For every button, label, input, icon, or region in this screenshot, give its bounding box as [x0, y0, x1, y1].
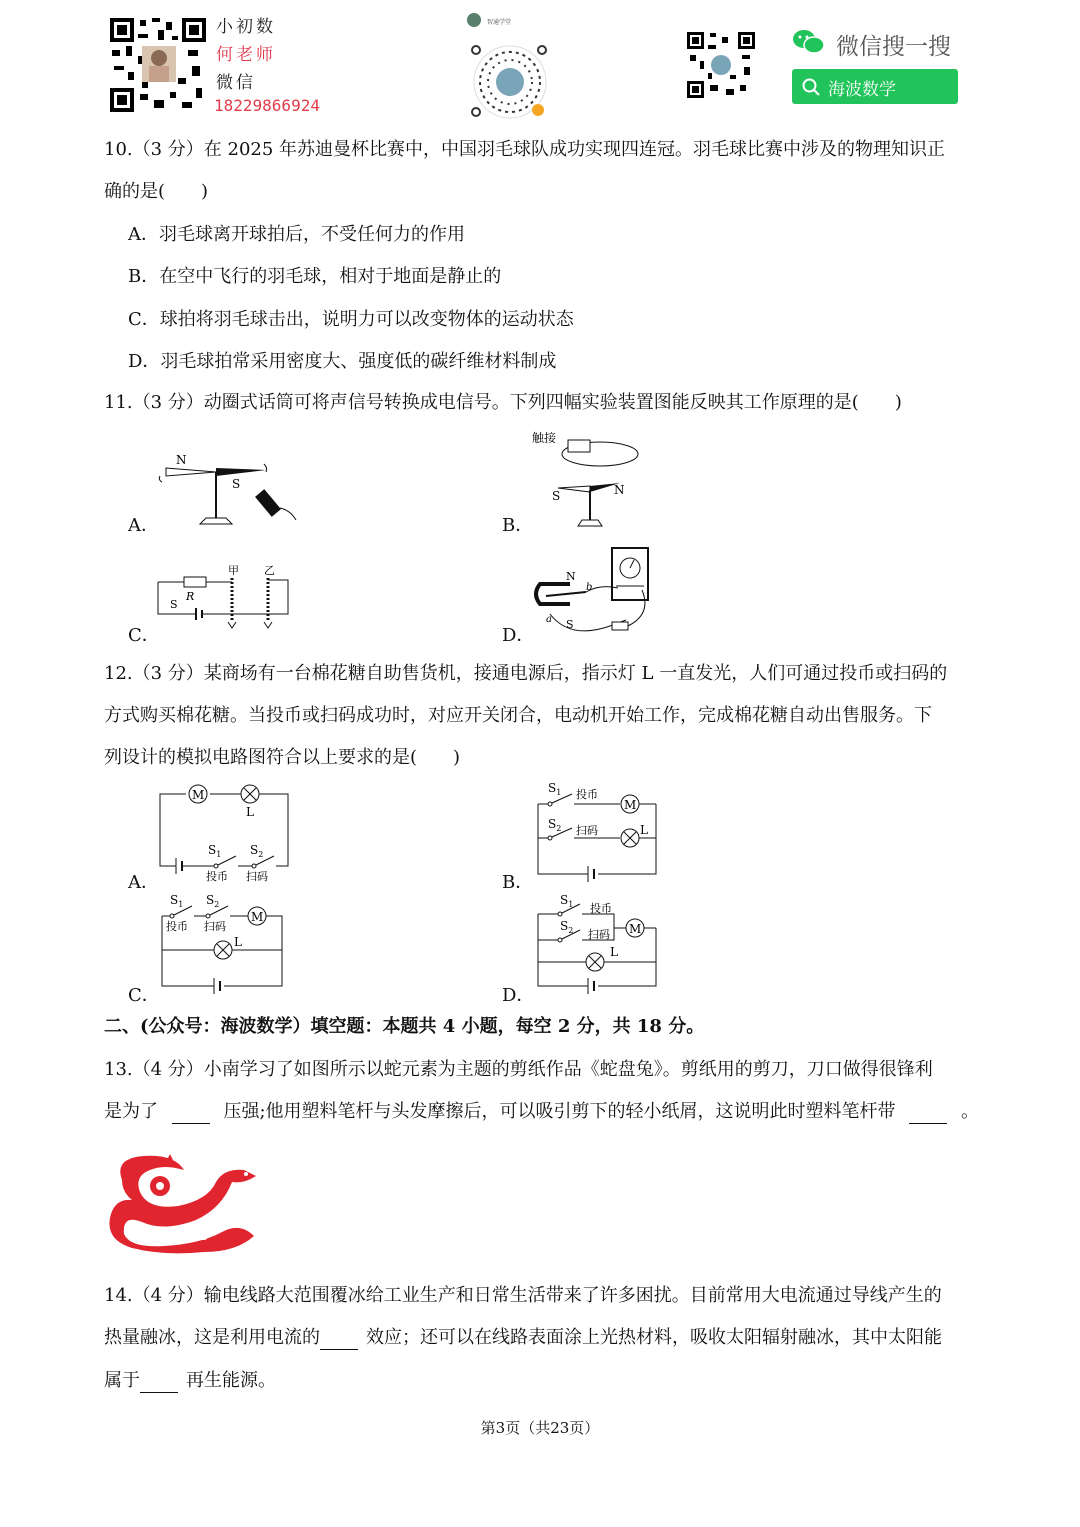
page-footer: 第3页（共23页）	[480, 1419, 600, 1437]
q12-a-l-label: L	[246, 805, 254, 819]
q14-blank-1[interactable]	[320, 1331, 358, 1350]
q14-stem-line3	[104, 1369, 276, 1393]
q11-c-yi-label: 乙	[264, 564, 275, 577]
q12-b-s2-label: $S_2$	[548, 817, 562, 833]
q14-text-b: 效应；还可以在线路表面涂上光热材料，吸收太阳辐射融冰，其中太阳能	[366, 1327, 942, 1348]
q13-blank-2[interactable]	[909, 1105, 947, 1124]
q11-label-b: B．	[502, 515, 534, 536]
contact-line-1: 小初数	[216, 17, 276, 37]
q14-stem-line1: 14.（4 分）输电线路大范围覆冰给工业生产和日常生活带来了许多困扰。目前常用大电流通过导线产生的	[104, 1285, 942, 1306]
q10-stem-line2: 确的是( )	[104, 181, 209, 202]
q13-stem-line2	[104, 1100, 979, 1124]
q12-d-scan-label: 扫码	[588, 928, 610, 941]
phone-number: 18229866924	[214, 96, 320, 115]
q13-blank-1[interactable]	[172, 1105, 210, 1124]
q10-option-b: B．在空中飞行的羽毛球，相对于地面是静止的	[128, 266, 502, 287]
q12-stem-line1: 12.（3 分）某商场有一台棉花糖自助售货机，接通电源后，指示灯 L 一直发光，人们可通过投币或扫码的	[104, 663, 948, 684]
q12-b-m-label: M	[624, 798, 637, 812]
q12-d-coin-label: 投币	[590, 902, 612, 915]
q12-b-scan-label: 扫码	[576, 824, 598, 837]
qr-code-icon-2	[686, 31, 756, 99]
q12-a-m-label: M	[192, 788, 205, 802]
q12-b-l-label: L	[640, 823, 648, 837]
q12-c-s1-label: $S_1$	[170, 893, 184, 909]
q13-stem-line1: 13.（4 分）小南学习了如图所示以蛇元素为主题的剪纸作品《蛇盘兔》。剪纸用的剪刀，刀口做得很锋利	[104, 1059, 933, 1080]
q12-a-scan-label: 扫码	[246, 870, 268, 883]
contact-line-3: 微信	[216, 73, 256, 93]
q13-text-c: 。	[961, 1101, 979, 1122]
q13-text-a: 是为了	[104, 1101, 158, 1122]
q14-stem-line2	[104, 1326, 942, 1350]
q12-c-coin-label: 投币	[166, 920, 188, 933]
q11-label-c: C．	[128, 625, 160, 646]
q11-figure-a	[156, 450, 306, 530]
search-button[interactable]	[792, 69, 958, 104]
q12-b-s1-label: $S_1$	[548, 781, 562, 797]
q11-a-s-label: S	[232, 477, 241, 491]
q14-blank-2[interactable]	[140, 1374, 178, 1393]
q12-a-s1-label: $S_1$	[208, 843, 222, 859]
q12-c-l-label: L	[234, 935, 242, 949]
q12-d-s2-label: $S_2$	[560, 919, 574, 935]
qr-code-icon	[108, 16, 208, 114]
q11-c-s-label: S	[170, 598, 178, 611]
mini-logo-text: 智通学堂	[487, 19, 512, 26]
q14-text-a: 热量融冰，这是利用电流的	[104, 1327, 320, 1348]
q12-label-b: B．	[502, 872, 534, 893]
q11-d-a-label: a	[546, 614, 552, 625]
q12-figure-a	[156, 780, 296, 888]
q11-label-a: A．	[128, 515, 159, 536]
q11-figure-c	[156, 562, 292, 640]
q12-figure-d	[530, 890, 670, 1000]
q12-a-s2-label: $S_2$	[250, 843, 264, 859]
q10-stem-line1: 10.（3 分）在 2025 年苏迪曼杯比赛中，中国羽毛球队成功实现四连冠。羽毛球比赛中涉及的物理知识正	[104, 139, 946, 160]
search-button-label: 海波数学	[828, 80, 896, 100]
q12-stem-line2: 方式购买棉花糖。当投币或扫码成功时，对应开关闭合，电动机开始工作，完成棉花糖自动出售服务。下	[104, 705, 932, 726]
q11-b-n-label: N	[614, 483, 625, 497]
q11-figure-d	[530, 544, 654, 640]
contact-line-2: 何老师	[216, 45, 276, 65]
q14-text-d: 再生能源。	[186, 1370, 276, 1391]
section-2-heading: 二、(公众号：海波数学）填空题：本题共 4 小题，每空 2 分，共 18 分。	[104, 1016, 705, 1037]
q12-a-coin-label: 投币	[206, 870, 228, 883]
q12-stem-line3: 列设计的模拟电路图符合以上要求的是( )	[104, 747, 461, 768]
q11-c-jia-label: 甲	[228, 564, 239, 577]
q11-figure-b	[530, 428, 650, 530]
q12-d-m-label: M	[629, 922, 642, 936]
q12-d-s1-label: $S_1$	[560, 893, 574, 909]
q11-d-s-label: S	[566, 618, 574, 631]
q12-label-d: D．	[502, 985, 535, 1006]
snake-papercut-image	[104, 1148, 264, 1256]
q12-c-m-label: M	[251, 910, 264, 924]
q11-b-touch-label: 触接	[532, 431, 557, 445]
q11-b-s-label: S	[552, 489, 561, 503]
q12-label-c: C．	[128, 985, 160, 1006]
q10-option-d: D．羽毛球拍常采用密度大、强度低的碳纤维材料制成	[128, 351, 557, 372]
wechat-search-label: 微信搜一搜	[836, 34, 951, 60]
q11-label-d: D．	[502, 625, 535, 646]
q14-text-c: 属于	[104, 1370, 140, 1391]
wechat-icon	[792, 28, 826, 56]
q12-figure-b	[530, 776, 670, 886]
q12-figure-c	[156, 890, 296, 1000]
q10-option-a: A．羽毛球离开球拍后，不受任何力的作用	[128, 224, 465, 245]
q11-c-r-label: R	[186, 590, 195, 603]
q12-d-l-label: L	[610, 945, 618, 959]
q11-d-n-label: N	[566, 570, 576, 583]
q10-option-c: C．球拍将羽毛球击出，说明力可以改变物体的运动状态	[128, 309, 574, 330]
q12-b-coin-label: 投币	[576, 788, 598, 801]
q12-c-scan-label: 扫码	[204, 920, 226, 933]
q11-stem: 11.（3 分）动圈式话筒可将声信号转换成电信号。下列四幅实验装置图能反映其工作原理的是( )	[104, 392, 902, 413]
q12-c-s2-label: $S_2$	[206, 893, 220, 909]
q11-a-n-label: N	[176, 453, 187, 467]
search-icon	[802, 78, 820, 96]
mini-program-code-icon	[462, 10, 552, 120]
q11-d-b-label: b	[586, 582, 593, 593]
q13-text-b: 压强;他用塑料笔杆与头发摩擦后，可以吸引剪下的轻小纸屑，这说明此时塑料笔杆带	[223, 1101, 896, 1122]
q12-label-a: A．	[128, 872, 159, 893]
